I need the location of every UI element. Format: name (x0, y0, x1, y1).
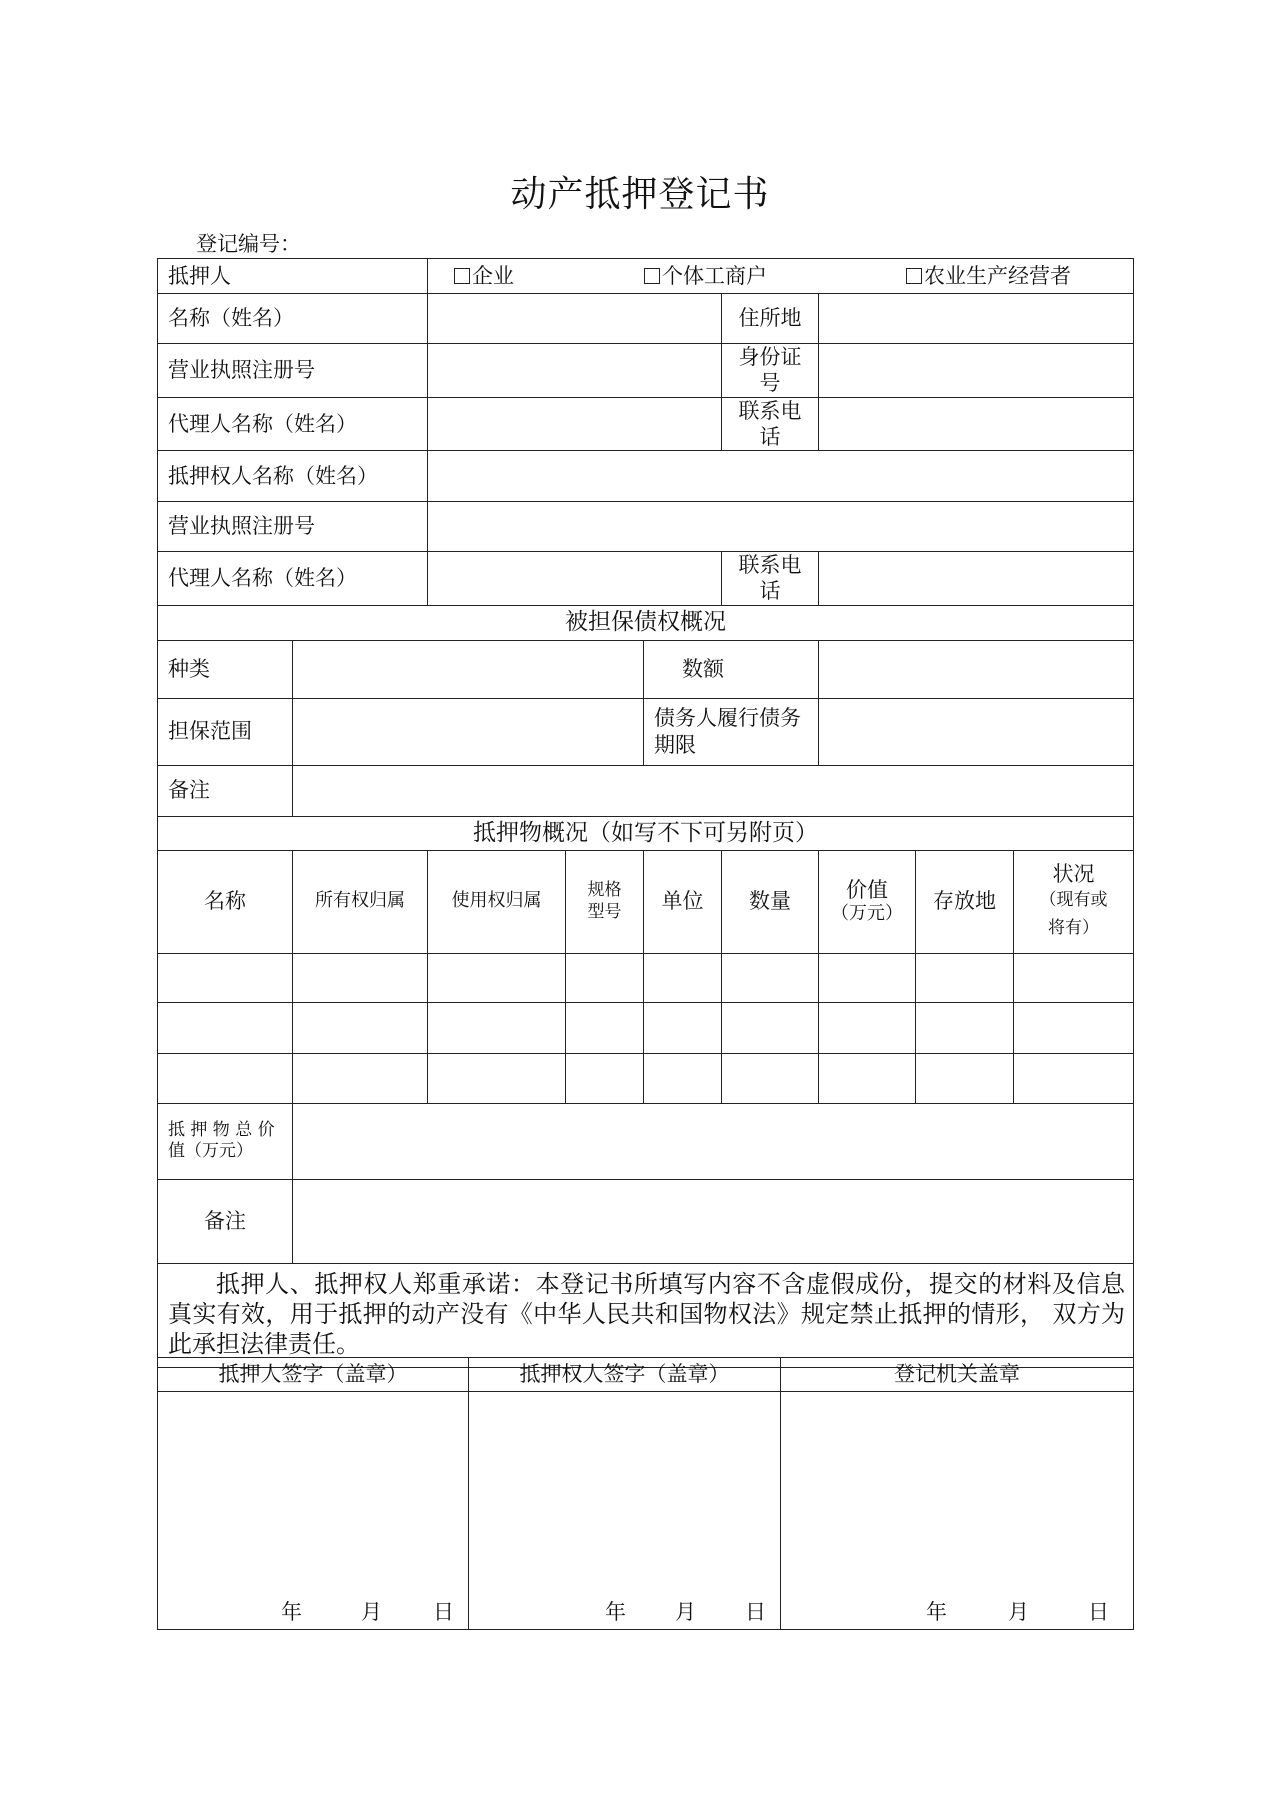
collateral-cell[interactable] (158, 1053, 293, 1103)
mortgagee-phone-field[interactable] (819, 552, 1134, 606)
collateral-cell[interactable] (916, 1002, 1014, 1053)
col-ownership-header: 所有权归属 (293, 850, 428, 953)
debt-heading-row (158, 605, 1134, 640)
mortgagee-phone-label: 联系电话 (722, 552, 819, 606)
collateral-cell[interactable] (566, 1053, 644, 1103)
collateral-cell[interactable] (428, 1053, 566, 1103)
mortgagor-agent-row (158, 397, 1134, 451)
signature-header-row (158, 1358, 1134, 1392)
debt-amount-label: 数额 (644, 640, 819, 698)
debt-note-label: 备注 (158, 765, 293, 816)
collateral-cell[interactable] (566, 953, 644, 1002)
signature-area-row (158, 1392, 1134, 1630)
debt-type-label: 种类 (158, 640, 293, 698)
mortgagee-license-field[interactable] (428, 502, 1134, 552)
collateral-cell[interactable] (819, 953, 916, 1002)
mortgagor-phone-field[interactable] (819, 397, 1134, 451)
col-status-header-line1: 状况 (1052, 862, 1095, 887)
collateral-cell[interactable] (1014, 1053, 1134, 1103)
mortgagor-license-label: 营业执照注册号 (158, 344, 428, 398)
col-spec-header-line1: 规格 (587, 880, 622, 901)
mortgagor-signature-area[interactable] (158, 1392, 469, 1630)
mortgagee-name-field[interactable] (428, 451, 1134, 502)
collateral-cell[interactable] (293, 1002, 428, 1053)
col-unit-header: 单位 (644, 850, 722, 953)
debt-scope-label: 担保范围 (158, 698, 293, 765)
month-label: 月 (675, 1599, 696, 1624)
mortgagor-name-row (158, 294, 1134, 344)
collateral-note-label: 备注 (158, 1179, 293, 1263)
authority-seal-label: 登记机关盖章 (781, 1358, 1134, 1392)
col-quantity-header: 数量 (722, 850, 819, 953)
collateral-total-label (158, 1103, 293, 1179)
col-status-header-line2: （现有或 (1039, 890, 1108, 911)
checkbox-icon[interactable] (454, 268, 470, 284)
mortgagee-license-row (158, 502, 1134, 552)
collateral-cell[interactable] (428, 1002, 566, 1053)
col-name-header: 名称 (158, 850, 293, 953)
debt-amount-field[interactable] (819, 640, 1134, 698)
collateral-cell[interactable] (158, 953, 293, 1002)
mortgagor-agent-field[interactable] (428, 397, 722, 451)
signature-table (157, 1357, 1134, 1630)
collateral-cell[interactable] (644, 953, 722, 1002)
pledge-row (158, 1263, 1134, 1367)
collateral-row (158, 1053, 1134, 1103)
collateral-cell[interactable] (293, 953, 428, 1002)
mortgagor-id-field[interactable] (819, 344, 1134, 398)
pledge-statement: 抵押人、抵押权人郑重承诺：本登记书所填写内容不含虚假成份，提交的材料及信息真实有效，用于抵押的动产没有《中华人民共和国物权法》规定禁止抵押的情形， 双方为此承担法律责任。 (158, 1263, 1134, 1367)
collateral-cell[interactable] (644, 1053, 722, 1103)
mortgagee-signature-label: 抵押权人签字（盖章） (469, 1358, 781, 1392)
collateral-cell[interactable] (1014, 953, 1134, 1002)
option-enterprise[interactable] (454, 263, 644, 289)
debt-note-field[interactable] (293, 765, 1134, 816)
collateral-cell[interactable] (1014, 1002, 1134, 1053)
collateral-cell[interactable] (722, 953, 819, 1002)
col-location-header: 存放地 (916, 850, 1014, 953)
mortgagor-type-options (428, 259, 1134, 294)
mortgagor-name-label: 名称（姓名） (158, 294, 428, 344)
debt-scope-field[interactable] (293, 698, 644, 765)
col-use-right-header: 使用权归属 (428, 850, 566, 953)
col-value-header-line1: 价值 (846, 878, 888, 903)
collateral-cell[interactable] (916, 953, 1014, 1002)
collateral-cell[interactable] (293, 1053, 428, 1103)
col-status-header-line3: 将有） (1048, 917, 1100, 938)
collateral-cell[interactable] (722, 1053, 819, 1103)
option-agricultural-producer-label: 农业生产经营者 (924, 263, 1071, 288)
col-spec-header (566, 850, 644, 953)
mortgagor-type-row (158, 259, 1134, 294)
debt-scope-row (158, 698, 1134, 765)
mortgagee-name-label: 抵押权人名称（姓名） (158, 451, 428, 502)
authority-seal-area[interactable] (781, 1392, 1134, 1630)
month-label: 月 (361, 1599, 382, 1624)
collateral-note-field[interactable] (293, 1179, 1134, 1263)
option-individual-business-label: 个体工商户 (662, 263, 767, 288)
mortgagee-agent-label: 代理人名称（姓名） (158, 552, 428, 606)
debt-section-heading: 被担保债权概况 (158, 605, 1134, 640)
col-value-header (819, 850, 916, 953)
collateral-section-heading: 抵押物概况（如写不下可另附页） (158, 816, 1134, 850)
mortgagor-phone-label: 联系电话 (722, 397, 819, 451)
option-enterprise-label: 企业 (472, 263, 514, 288)
debt-note-row (158, 765, 1134, 816)
day-label: 日 (745, 1599, 766, 1624)
debt-term-field[interactable] (819, 698, 1134, 765)
collateral-cell[interactable] (916, 1053, 1014, 1103)
mortgagor-signature-date (281, 1599, 454, 1625)
debt-type-field[interactable] (293, 640, 644, 698)
collateral-heading-row (158, 816, 1134, 850)
mortgagee-signature-area[interactable] (469, 1392, 781, 1630)
collateral-row (158, 953, 1134, 1002)
collateral-cell[interactable] (819, 1002, 916, 1053)
page-title: 动产抵押登记书 (510, 174, 770, 215)
mortgagor-license-field[interactable] (428, 344, 722, 398)
mortgagor-address-label: 住所地 (722, 294, 819, 344)
collateral-total-label-line1: 抵 押 物 总 价 (168, 1119, 275, 1140)
mortgagee-signature-date (605, 1599, 766, 1625)
collateral-total-row (158, 1103, 1134, 1179)
collateral-cell[interactable] (158, 1002, 293, 1053)
option-agricultural-producer[interactable] (906, 263, 1071, 289)
mortgagee-license-label: 营业执照注册号 (158, 502, 428, 552)
debt-type-row (158, 640, 1134, 698)
mortgagor-id-label: 身份证号 (722, 344, 819, 398)
debt-term-label: 债务人履行债务期限 (644, 698, 819, 765)
col-spec-header-line2: 型号 (587, 901, 622, 922)
mortgagee-name-row (158, 451, 1134, 502)
day-label: 日 (1088, 1599, 1109, 1624)
collateral-cell[interactable] (819, 1053, 916, 1103)
registration-number-label: 登记编号： (196, 232, 301, 256)
checkbox-icon[interactable] (644, 268, 660, 284)
mortgagee-agent-row (158, 552, 1134, 606)
collateral-cell[interactable] (722, 1002, 819, 1053)
mortgagor-license-row (158, 344, 1134, 398)
col-value-header-line2: （万元） (831, 903, 903, 925)
mortgagor-label: 抵押人 (158, 259, 428, 294)
mortgagor-signature-label: 抵押人签字（盖章） (158, 1358, 469, 1392)
month-label: 月 (1008, 1599, 1029, 1624)
collateral-cell[interactable] (644, 1002, 722, 1053)
registration-form (157, 258, 1134, 1368)
mortgagor-agent-label: 代理人名称（姓名） (158, 397, 428, 451)
collateral-row (158, 1002, 1134, 1053)
collateral-total-field[interactable] (293, 1103, 1134, 1179)
mortgagee-agent-field[interactable] (428, 552, 722, 606)
checkbox-icon[interactable] (906, 268, 922, 284)
year-label: 年 (926, 1599, 947, 1624)
collateral-cell[interactable] (428, 953, 566, 1002)
mortgagor-name-field[interactable] (428, 294, 722, 344)
year-label: 年 (281, 1599, 302, 1624)
col-status-header (1014, 850, 1134, 953)
authority-seal-date (926, 1599, 1109, 1625)
year-label: 年 (605, 1599, 626, 1624)
collateral-note-row (158, 1179, 1134, 1263)
day-label: 日 (433, 1599, 454, 1624)
option-individual-business[interactable] (644, 263, 906, 289)
mortgagor-address-field[interactable] (819, 294, 1134, 344)
collateral-cell[interactable] (566, 1002, 644, 1053)
collateral-header-row (158, 850, 1134, 953)
collateral-total-label-line2: 值（万元） (168, 1141, 253, 1161)
